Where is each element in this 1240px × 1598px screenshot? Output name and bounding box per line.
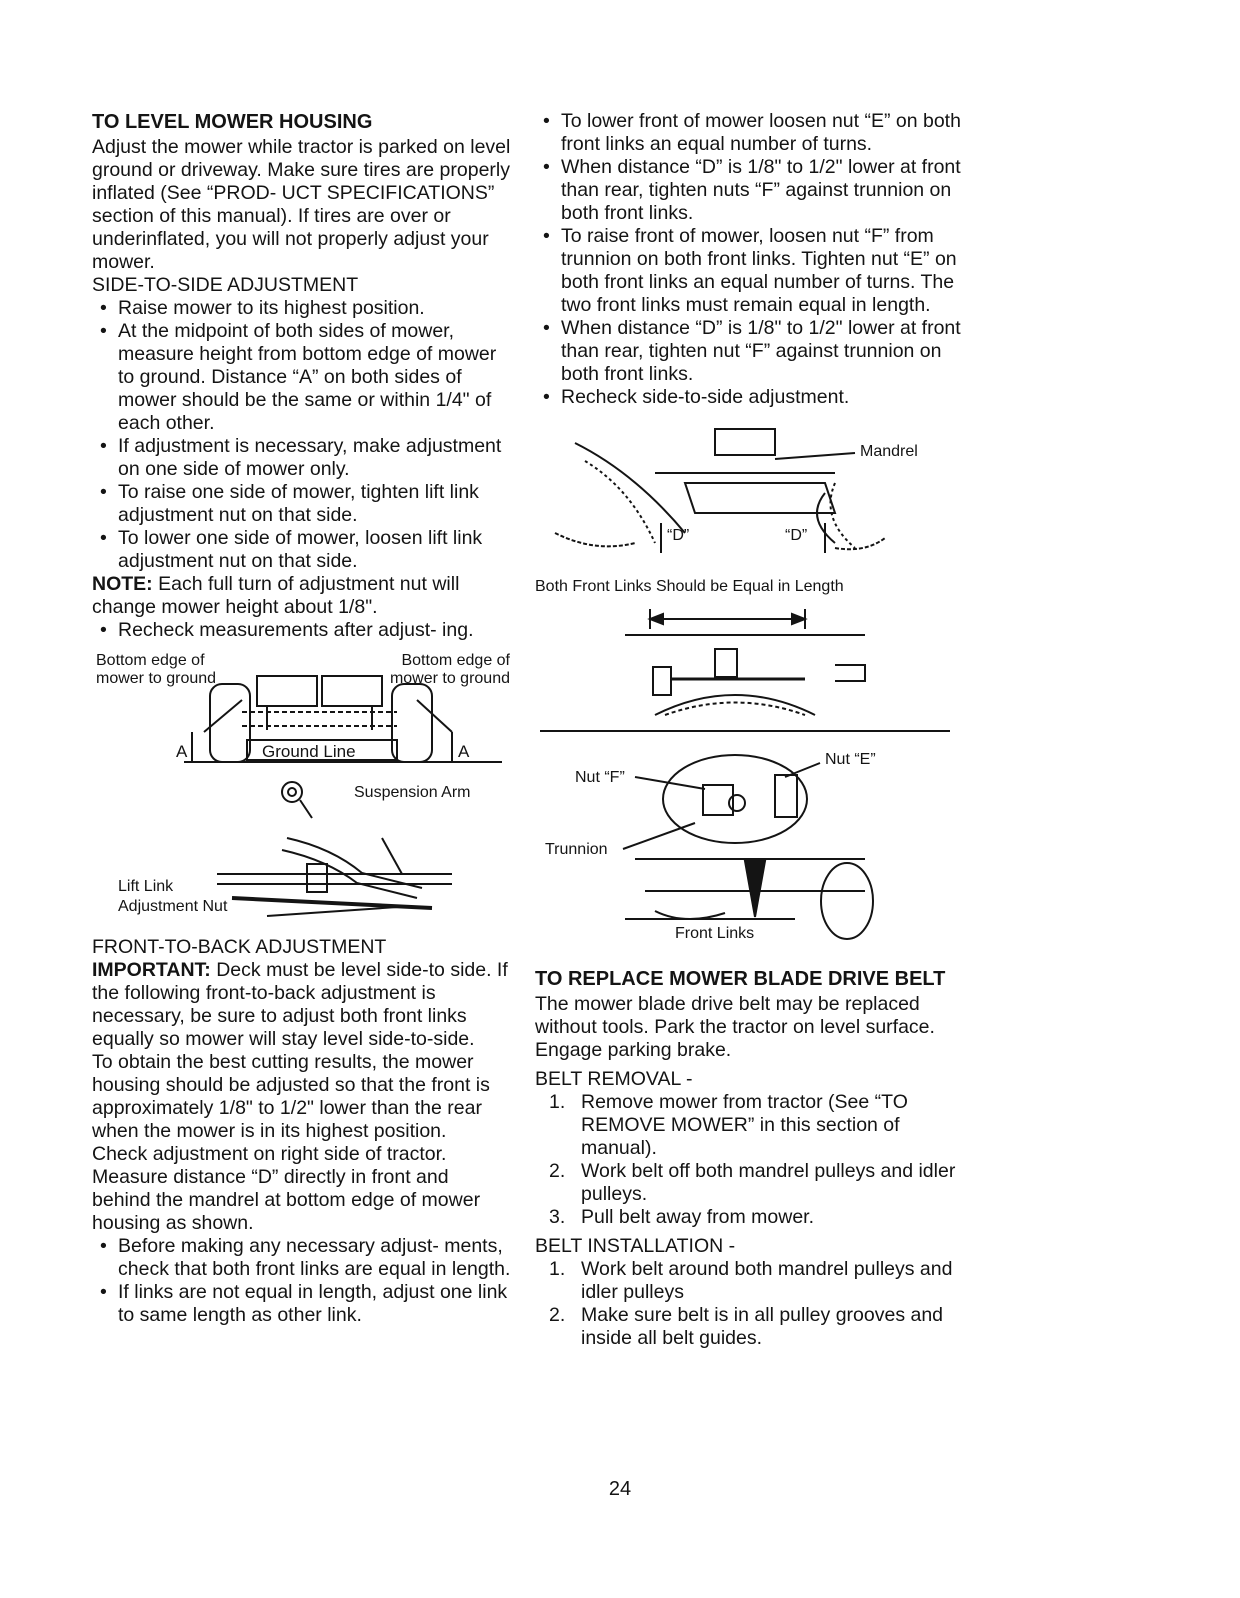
distance-d-rear-label: “D”	[785, 527, 808, 544]
mandrel-distance-diagram	[535, 423, 955, 563]
distance-d-front-label: “D”	[667, 527, 690, 544]
list-item: • To raise one side of mower, tighten lift link adjustment nut on that side.	[92, 481, 512, 527]
lift-link-label: Lift Link	[118, 878, 174, 895]
important-label: IMPORTANT:	[92, 959, 211, 981]
front-links-list	[92, 1235, 512, 1327]
front-links-label: Front Links	[675, 925, 755, 942]
step-text: Remove mower from tractor (See “TO REMOVE MOWER” in this section of manual).	[581, 1091, 908, 1159]
step-text: Pull belt away from mower.	[581, 1206, 815, 1228]
list-item	[535, 1091, 965, 1160]
belt-removal-title: BELT REMOVAL -	[535, 1068, 693, 1090]
list-item: • Recheck measurements after adjust- ing.	[92, 619, 512, 642]
check-adjustment-paragraph: Check adjustment on right side of tractor. Measure distance “D” directly in front and behind the mandrel at bottom edge of mower housing as shown.	[92, 1143, 481, 1234]
list-item: • When distance “D” is 1/8" to 1/2" lower at front than rear, tighten nuts “F” against trunnion on both front links.	[535, 156, 965, 225]
page-number: 24	[608, 1478, 632, 1500]
best-results-paragraph: To obtain the best cutting results, the mower housing should be adjusted so that the front is approximately 1/8" to 1/2" lower than the rear when the mower is in its highest position.	[92, 1051, 490, 1142]
distance-a-right-label: A	[458, 742, 470, 761]
right-column	[535, 110, 965, 1350]
distance-a-left-label: A	[176, 742, 188, 761]
step-number: 1.	[549, 1091, 566, 1113]
level-mower-heading: TO LEVEL MOWER HOUSING	[92, 111, 373, 133]
adjustment-nut-label: Adjustment Nut	[118, 898, 228, 915]
bottom-edge-left-label: Bottom edge of mower to ground	[96, 652, 217, 687]
list-item	[535, 1160, 965, 1206]
list-item: • To lower front of mower loosen nut “E” on both front links an equal number of turns.	[535, 110, 965, 156]
left-column	[92, 110, 512, 1327]
list-item: • If adjustment is necessary, make adjustment on one side of mower only.	[92, 435, 512, 481]
list-item: • When distance “D” is 1/8" to 1/2" lower at front than rear, tighten nut “F” against trunnion on both front links.	[535, 317, 965, 386]
nut-e-label: Nut “E”	[825, 751, 876, 768]
step-text: Make sure belt is in all pulley grooves and inside all belt guides.	[581, 1304, 944, 1349]
list-item	[535, 1304, 965, 1350]
note-text: Each full turn of adjustment nut will change mower height about 1/8".	[92, 573, 460, 618]
front-adjust-list	[535, 110, 965, 409]
nut-f-label: Nut “F”	[575, 769, 625, 786]
belt-installation-title: BELT INSTALLATION -	[535, 1235, 736, 1257]
front-links-length-diagram	[535, 605, 955, 733]
belt-intro: The mower blade drive belt may be replaced without tools. Park the tractor on level surface. Engage parking brake.	[535, 993, 935, 1061]
suspension-arm-label: Suspension Arm	[354, 784, 471, 801]
list-item: • Raise mower to its highest position.	[92, 297, 512, 320]
important-text: Deck must be level side-to side. If the following front-to-back adjustment is necessary, be sure to adjust both front links equally so mower will stay level side-to-side.	[92, 959, 508, 1050]
recheck-list	[92, 619, 512, 642]
replace-belt-heading: TO REPLACE MOWER BLADE DRIVE BELT	[535, 968, 946, 990]
belt-removal-steps	[535, 1091, 965, 1229]
list-item: • To raise front of mower, loosen nut “F” from trunnion on both front links. Tighten nut “E” on both front links an equal number of turns. The two front links must remain equal in length.	[535, 225, 965, 317]
step-number: 2.	[549, 1304, 566, 1326]
step-text: Work belt around both mandrel pulleys and idler pulleys	[581, 1258, 953, 1303]
side-to-side-list	[92, 297, 512, 573]
mandrel-label: Mandrel	[860, 443, 918, 460]
side-to-side-diagram	[92, 650, 512, 770]
step-number: 3.	[549, 1206, 566, 1228]
note	[92, 573, 512, 619]
note-label: NOTE:	[92, 573, 153, 595]
front-links-illustration	[535, 605, 955, 733]
list-item	[535, 1258, 965, 1304]
step-text: Work belt off both mandrel pulleys and idler pulleys.	[581, 1160, 956, 1205]
step-number: 1.	[549, 1258, 566, 1280]
bottom-edge-right-label: Bottom edge of mower to ground	[389, 652, 510, 687]
list-item: • To lower one side of mower, loosen lift link adjustment nut on that side.	[92, 527, 512, 573]
list-item: • Recheck side-to-side adjustment.	[535, 386, 965, 409]
important-note	[92, 959, 512, 1051]
trunnion-label: Trunnion	[545, 841, 608, 858]
nut-trunnion-diagram	[535, 741, 955, 949]
front-to-back-title: FRONT-TO-BACK ADJUSTMENT	[92, 936, 387, 958]
list-item: • At the midpoint of both sides of mower, measure height from bottom edge of mower to ground. Distance “A” on both sides of mower should be the same or within 1/4" of each other.	[92, 320, 512, 435]
lift-link-diagram	[92, 778, 512, 928]
list-item: • If links are not equal in length, adjust one link to same length as other link.	[92, 1281, 512, 1327]
ground-line-label: Ground Line	[262, 742, 356, 761]
belt-installation-steps	[535, 1258, 965, 1350]
side-to-side-title: SIDE-TO-SIDE ADJUSTMENT	[92, 274, 359, 296]
list-item	[535, 1206, 965, 1229]
list-item: • Before making any necessary adjust- ments, check that both front links are equal in length.	[92, 1235, 512, 1281]
step-number: 2.	[549, 1160, 566, 1182]
level-intro: Adjust the mower while tractor is parked on level ground or driveway. Make sure tires are properly inflated (See “PROD- UCT SPECIFICATIONS” section of this manual). If tires are over or underinflated, you will not properly adjust your mower.	[92, 136, 511, 273]
front-links-caption: Both Front Links Should be Equal in Length	[535, 578, 844, 595]
